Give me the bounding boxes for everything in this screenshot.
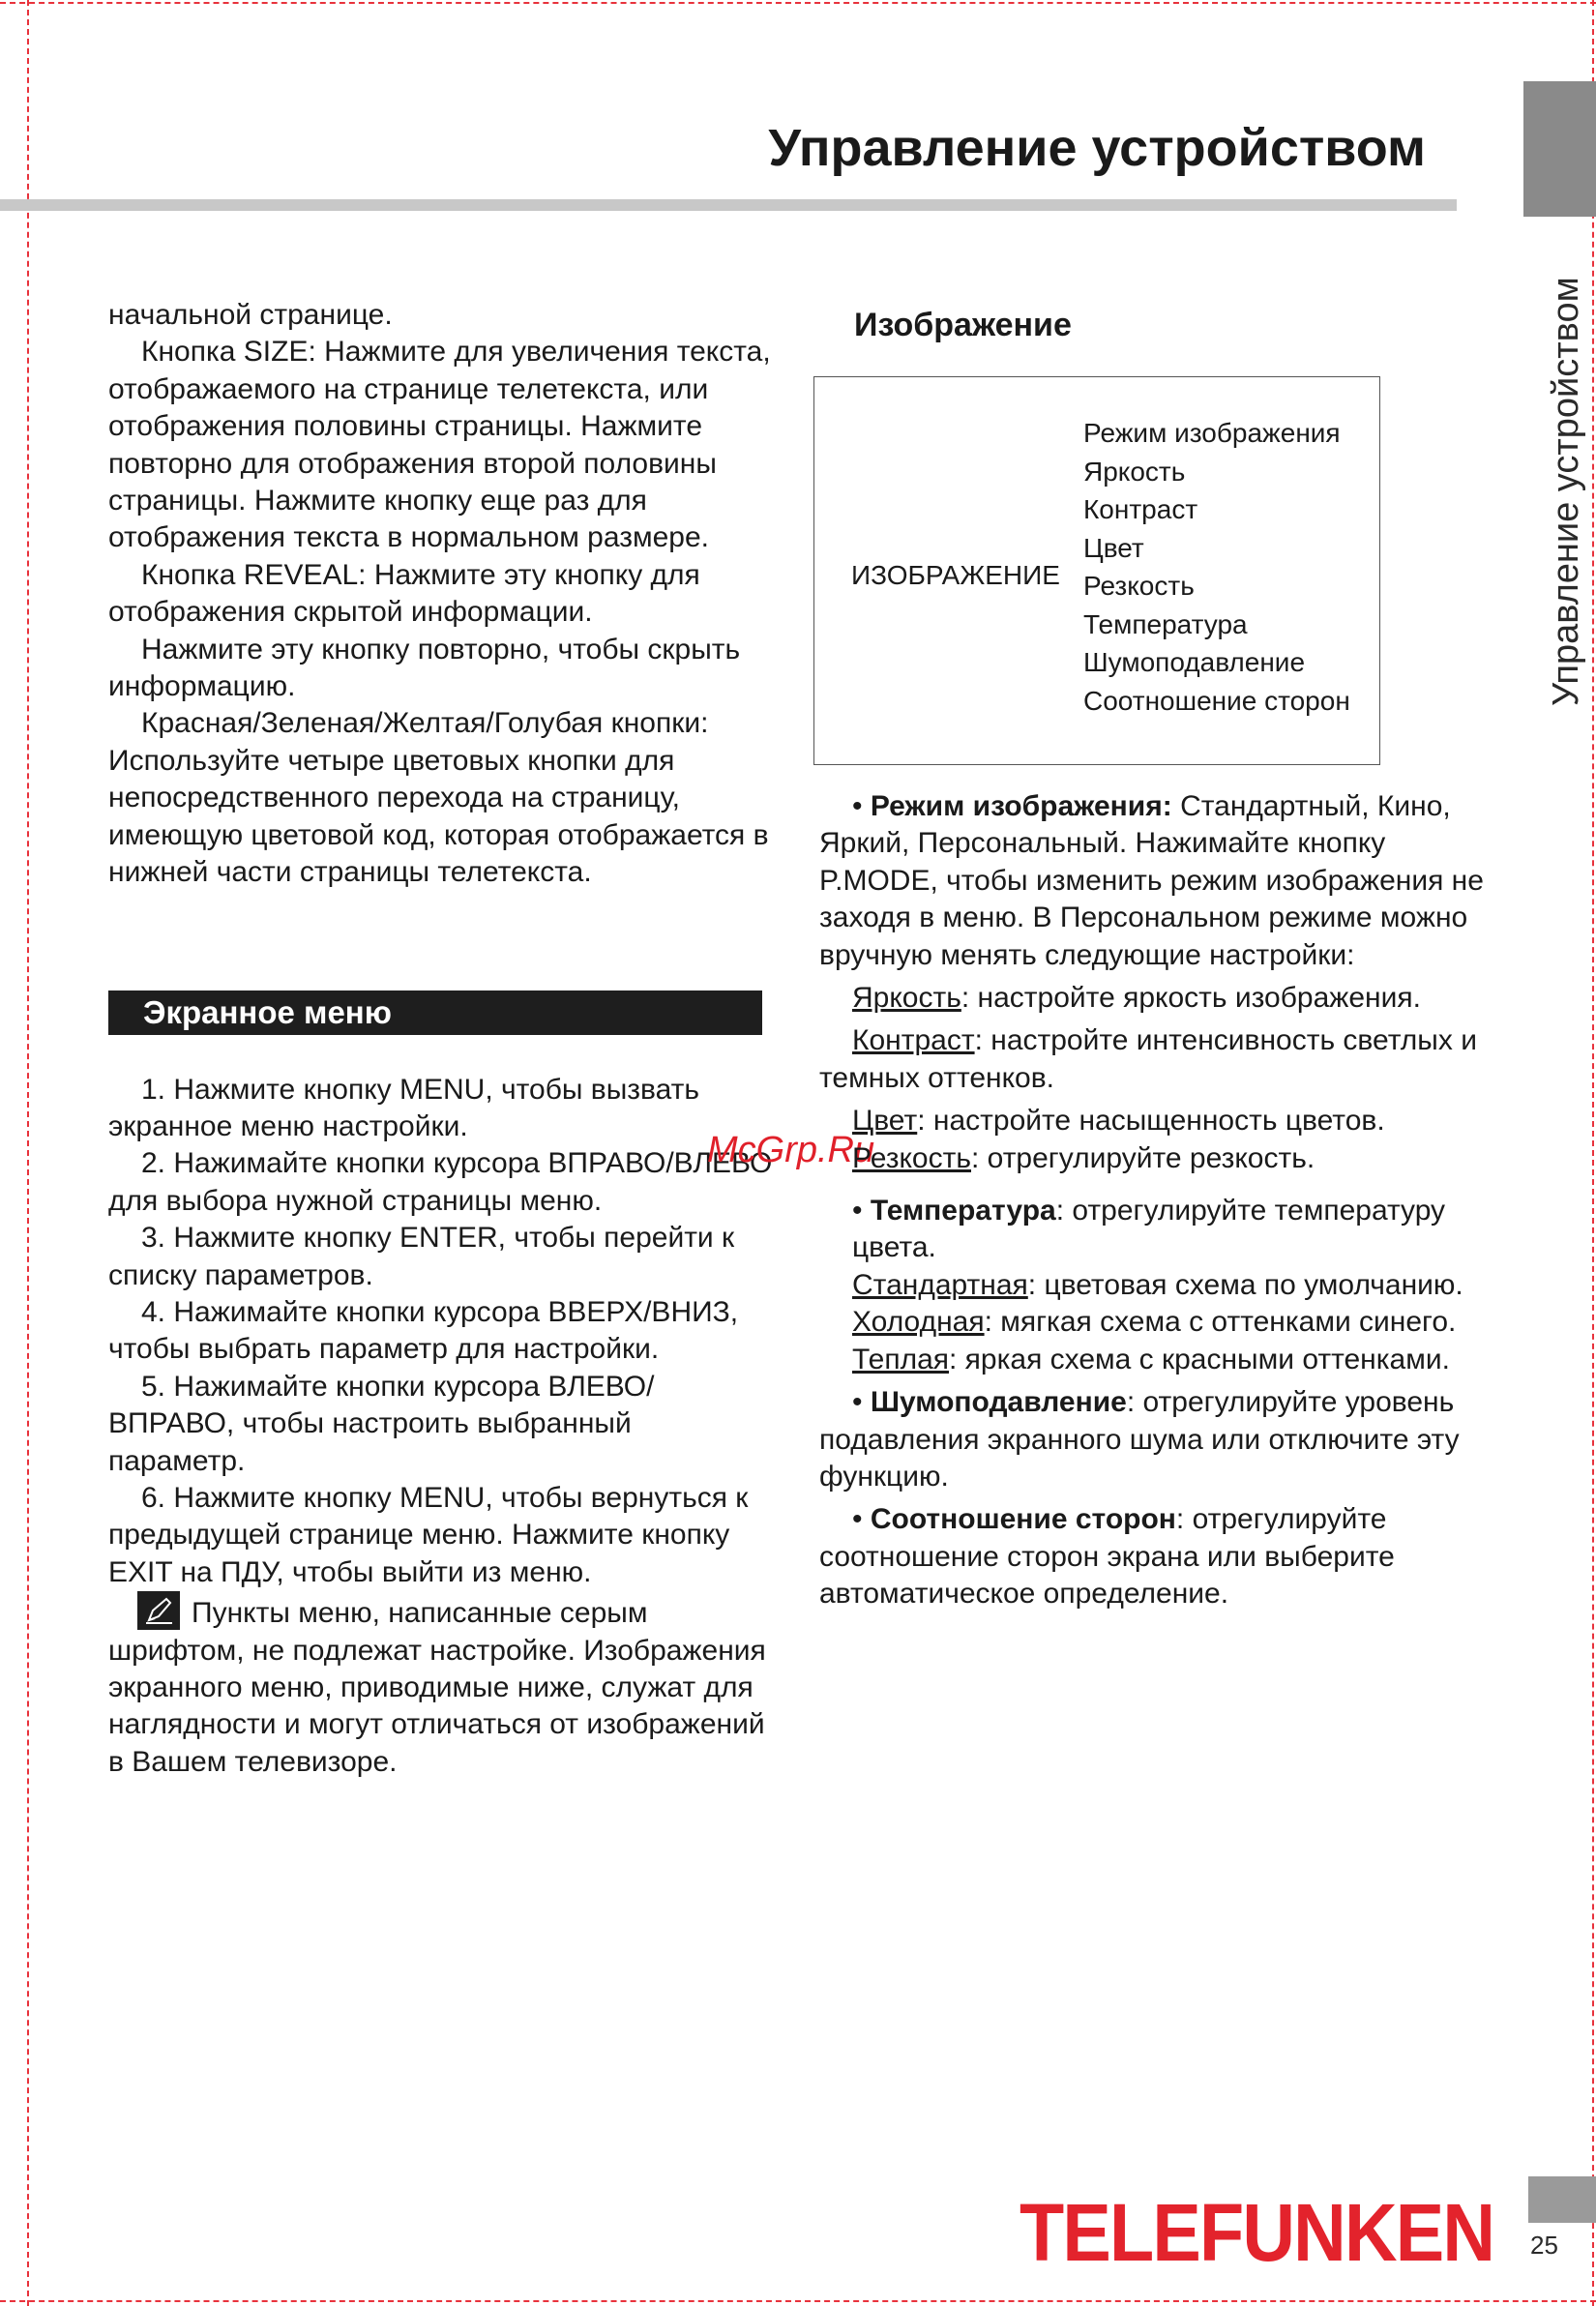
bullet: • (852, 790, 863, 822)
note (108, 1591, 776, 1781)
term-label: Шумоподавление (870, 1386, 1127, 1419)
side-label: Управление устройством (1546, 277, 1586, 706)
page-tab (1528, 2176, 1596, 2223)
term-text: : отрегулируйте температуру цвета. (852, 1195, 1446, 1264)
menu-box-item: Контраст (1083, 494, 1198, 524)
paragraph: Кнопка SIZE: Нажмите для увеличения текста, отображаемого на странице телетекста, или отображения половины страницы. Нажмите повторно для отображения второй половины страницы. Нажмите кнопку еще раз для отображения текста в нормальном размере. (108, 336, 771, 554)
side-tab (1523, 81, 1596, 217)
paragraph: начальной странице. (108, 299, 393, 331)
setting-item (819, 1103, 1487, 1139)
crop-mark-top (0, 2, 1596, 4)
temperature-option (819, 1267, 1487, 1304)
setting-item (819, 980, 1487, 1017)
bullet: • (852, 1503, 863, 1536)
crop-mark-left (27, 0, 29, 2306)
term: Холодная (852, 1306, 985, 1339)
term-text: : отрегулируйте резкость. (971, 1141, 1315, 1174)
paragraph: Кнопка REVEAL: Нажмите эту кнопку для отображения скрытой информации. (108, 558, 700, 629)
brand-logo: TELEFUNKEN (1020, 2187, 1494, 2278)
term-text: : настройте насыщенность цветов. (917, 1105, 1385, 1138)
term: Теплая (852, 1343, 950, 1375)
term: Яркость (852, 982, 961, 1015)
left-column (108, 297, 776, 1781)
menu-box-items (1083, 414, 1350, 720)
term-label: Режим изображения: (870, 790, 1172, 822)
setting-item (819, 1140, 1487, 1177)
term-text: : настройте интенсивность светлых и темных оттенков. (819, 1024, 1477, 1094)
menu-box-item: Соотношение сторон (1083, 685, 1350, 716)
term-text: : отрегулируйте уровень подавления экранного шума или отключите эту функцию. (819, 1386, 1460, 1493)
bullet: • (852, 1386, 863, 1419)
paragraph: Нажмите эту кнопку повторно, чтобы скрыть информацию. (108, 633, 741, 703)
list-item: 3. Нажмите кнопку ENTER, чтобы перейти к списку параметров. (108, 1222, 735, 1291)
temperature-item (819, 1193, 1487, 1267)
term-text: Стандартный, Кино, Яркий, Персональный. Нажимайте кнопку P.MODE, чтобы изменить режим изображения не заходя в меню. В Персональном режиме можно вручную менять следующие настройки: (819, 790, 1484, 971)
page-number: 25 (1530, 2231, 1558, 2260)
menu-box-item: Яркость (1083, 456, 1186, 487)
menu-box-item: Цвет (1083, 532, 1144, 563)
menu-box-item: Шумоподавление (1083, 647, 1306, 677)
temperature-option (819, 1304, 1487, 1341)
menu-box-item: Резкость (1083, 571, 1195, 601)
term: Цвет (852, 1105, 918, 1138)
page-title: Управление устройством (768, 119, 1426, 177)
list-item: 5. Нажимайте кнопки курсора ВЛЕВО/ВПРАВО, чтобы настроить выбранный параметр. (108, 1370, 655, 1477)
term-text: : мягкая схема с оттенками синего. (984, 1306, 1457, 1339)
term-text: : цветовая схема по умолчанию. (1027, 1268, 1463, 1301)
bullet: • (852, 1195, 863, 1227)
menu-box-item: Температура (1083, 608, 1248, 639)
setting-item (819, 1022, 1487, 1097)
list-item: 2. Нажимайте кнопки курсора ВПРАВО/ВЛЕВО для выбора нужной страницы меню. (108, 1147, 773, 1217)
steps-list (108, 1072, 776, 1782)
term: Контраст (852, 1024, 975, 1057)
picture-settings-text (819, 788, 1487, 1613)
section-heading-picture: Изображение (854, 307, 1072, 343)
noise-item (819, 1384, 1487, 1495)
term-text: : отрегулируйте соотношение сторон экрана или выберите автоматическое определение. (819, 1503, 1395, 1611)
term-text: : яркая схема с красными оттенками. (949, 1343, 1450, 1375)
term-label: Температура (870, 1195, 1056, 1227)
term: Резкость (852, 1141, 971, 1174)
term-text: : настройте яркость изображения. (961, 982, 1421, 1015)
menu-box-label: ИЗОБРАЖЕНИЕ (851, 560, 1060, 590)
note-text: Пункты меню, написанные серым шрифтом, не подлежат настройке. Изображения экранного меню, приводимые ниже, служат для наглядности и могут отличаться от изображений в Вашем телевизоре. (108, 1597, 766, 1778)
title-rule (0, 199, 1457, 211)
temperature-option (819, 1342, 1487, 1378)
right-column (819, 297, 1487, 1613)
watermark: McGrp.Ru (707, 1130, 875, 1170)
osd-menu-illustration (813, 376, 1380, 765)
term-label: Соотношение сторон (870, 1503, 1176, 1536)
crop-mark-bottom (0, 2300, 1596, 2302)
list-item: 6. Нажмите кнопку MENU, чтобы вернуться к предыдущей странице меню. Нажмите кнопку EXIT на ПДУ, чтобы выйти из меню. (108, 1481, 749, 1588)
aspect-item (819, 1501, 1487, 1612)
term: Стандартная (852, 1268, 1028, 1301)
list-item: 4. Нажимайте кнопки курсора ВВЕРХ/ВНИЗ, чтобы выбрать параметр для настройки. (108, 1295, 739, 1366)
paragraph: Красная/Зеленая/Желтая/Голубая кнопки: Используйте четыре цветовых кнопки для непосредственного перехода на страницу, имеющую цветовой код, которая отображается в нижней части страницы телетекста. (108, 707, 769, 889)
crop-mark-right (1592, 0, 1594, 2306)
picture-mode-item (819, 788, 1487, 974)
note-pen-icon (137, 1591, 180, 1630)
list-item: 1. Нажмите кнопку MENU, чтобы вызвать экранное меню настройки. (108, 1073, 700, 1142)
section-heading-osd: Экранное меню (108, 990, 762, 1035)
menu-box-item: Режим изображения (1083, 418, 1341, 448)
